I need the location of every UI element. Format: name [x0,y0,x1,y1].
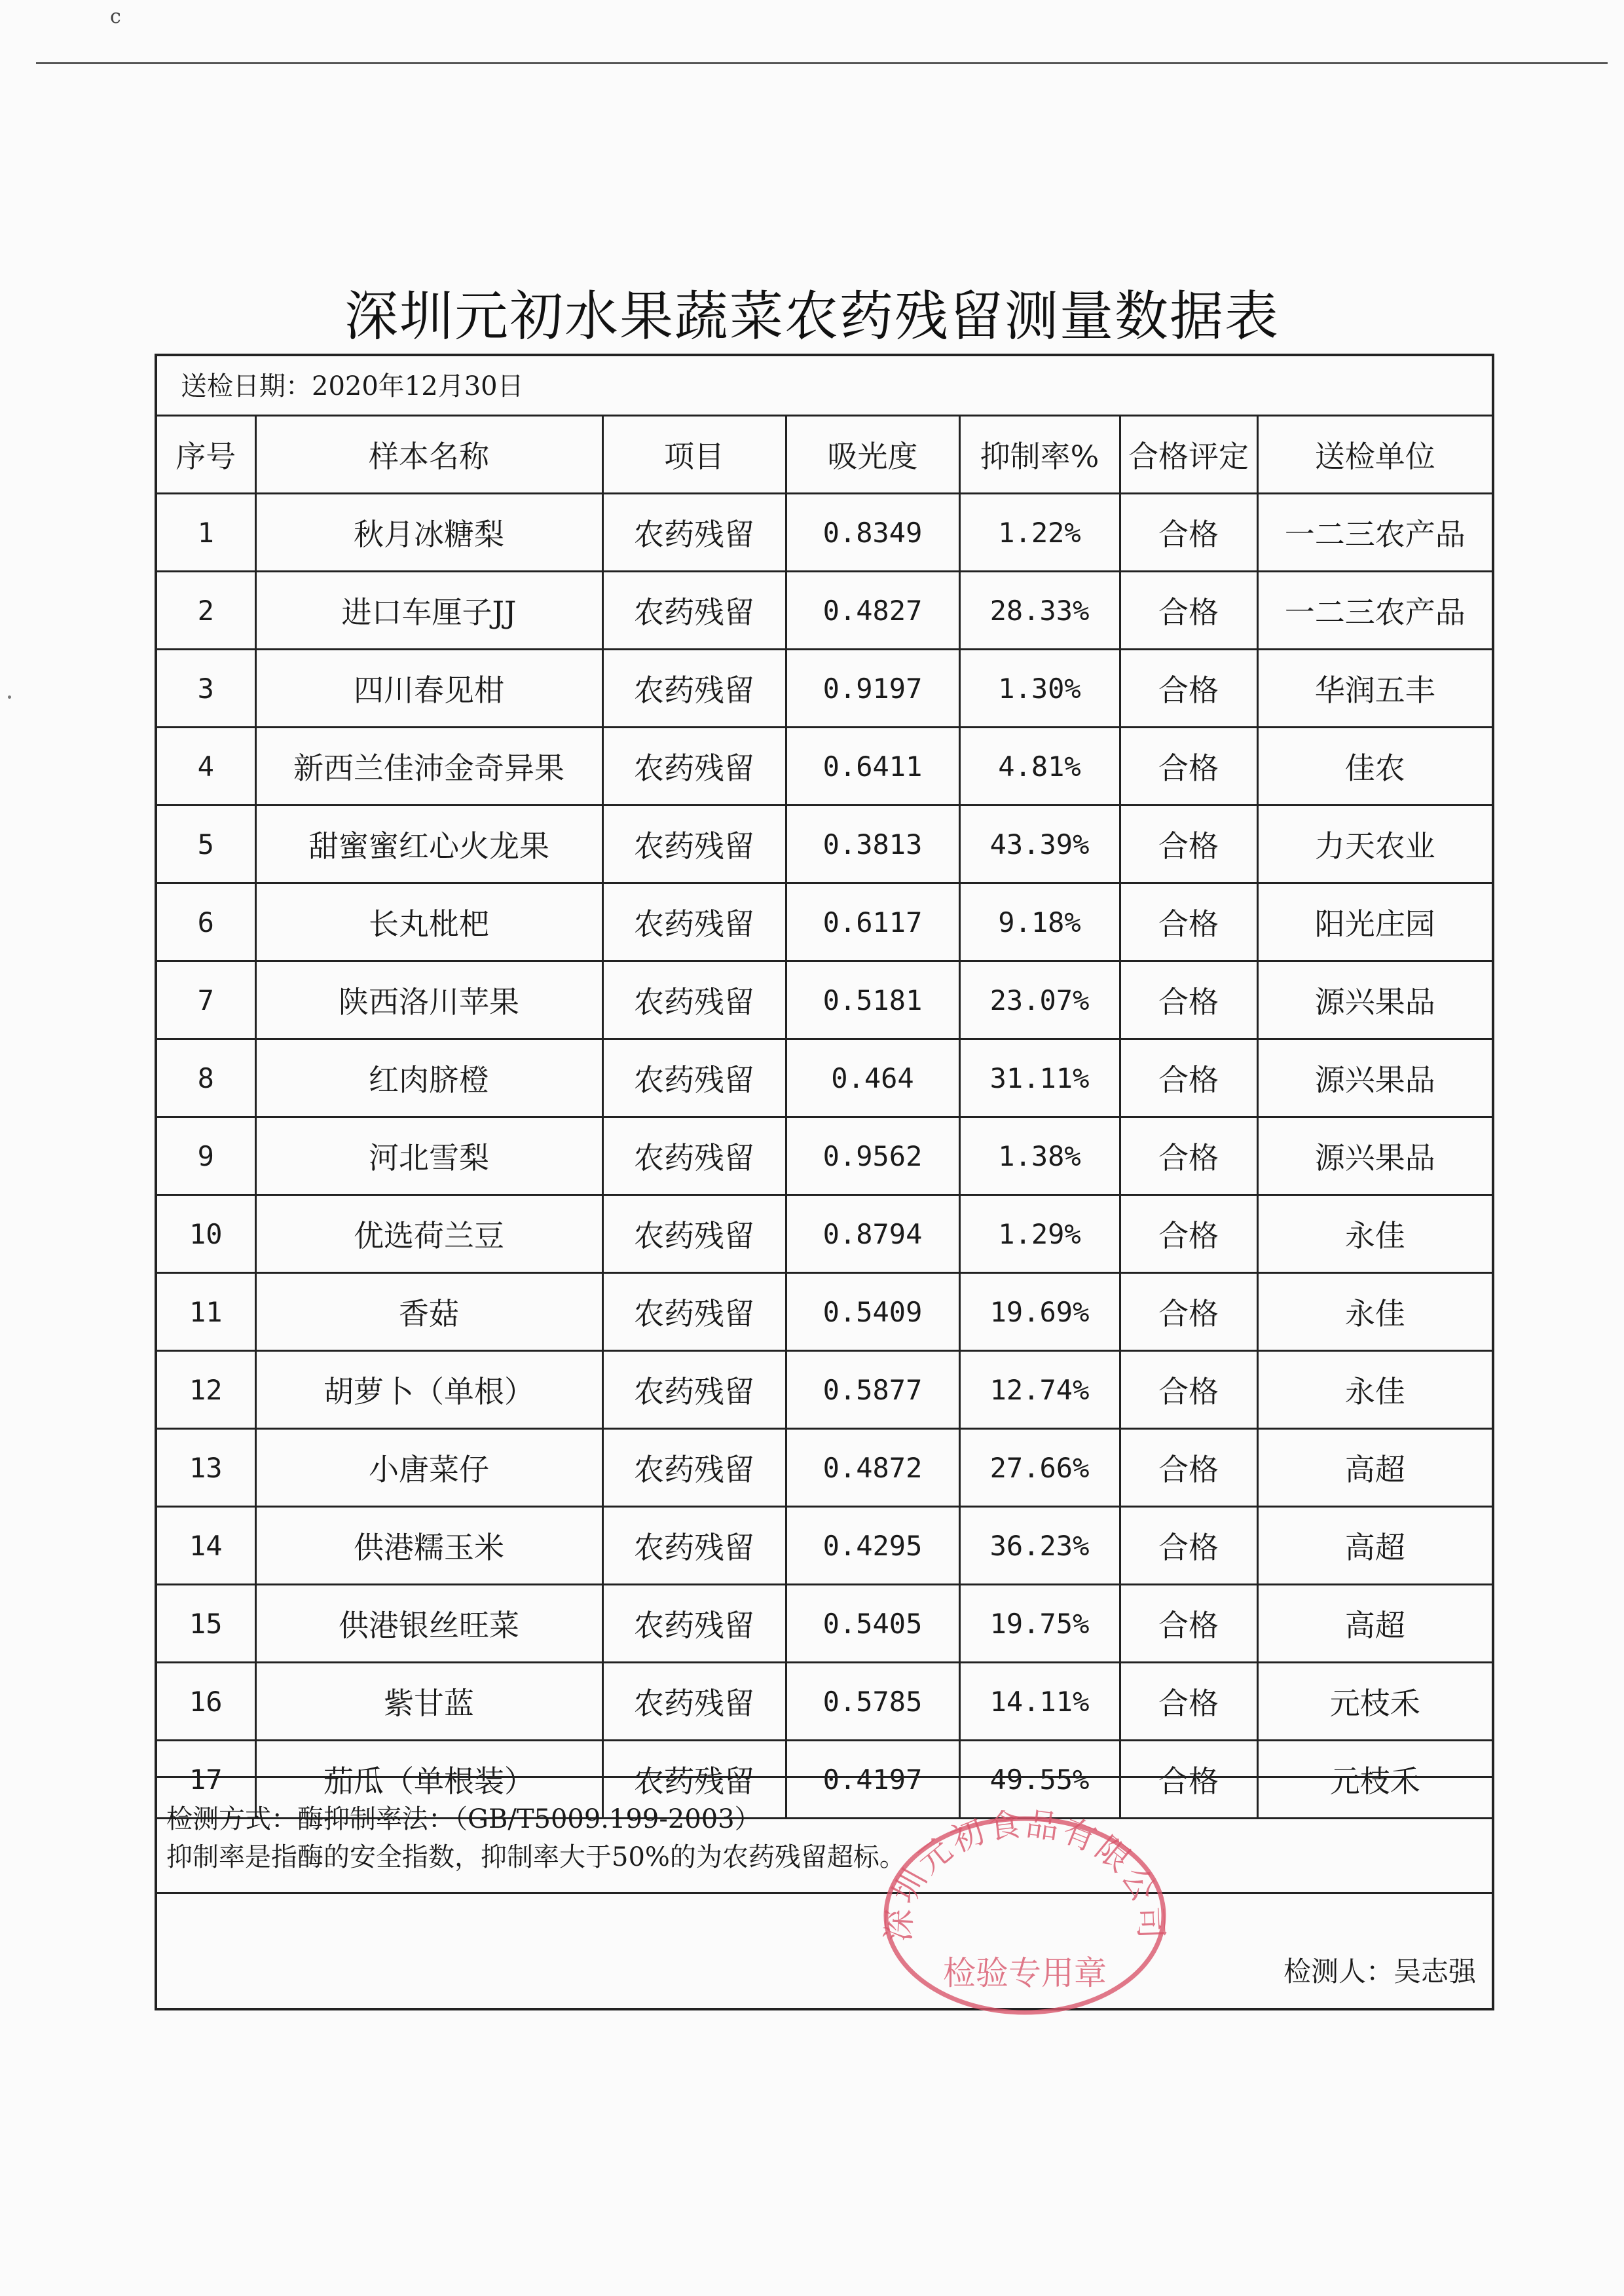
table-row [157,1351,1492,1429]
table-row [157,728,1492,805]
absorbance: 0.5877 [786,1351,959,1429]
row-index: 5 [157,805,255,883]
inhibition-rate: 14.11% [959,1663,1120,1741]
supplier: 永佳 [1257,1195,1492,1273]
sample-name: 供港糯玉米 [255,1507,602,1585]
supplier: 高超 [1257,1507,1492,1585]
inhibition-rate: 28.33% [959,572,1120,650]
supplier: 一二三农产品 [1257,494,1492,572]
seal-ring-text: 深圳元初食品有限公司 [879,1805,1171,1942]
sample-name: 茄瓜（单根装） [255,1741,602,1819]
top-rule [36,62,1608,64]
inhibition-rate: 4.81% [959,728,1120,805]
evaluation: 合格 [1120,1195,1257,1273]
header-absorbance: 吸光度 [786,417,959,494]
inhibition-rate: 31.11% [959,1039,1120,1117]
sample-name: 紫甘蓝 [255,1663,602,1741]
table-row [157,1273,1492,1351]
sample-name: 四川春见柑 [255,650,602,728]
table-row [157,572,1492,650]
absorbance: 0.8794 [786,1195,959,1273]
table-row [157,1195,1492,1273]
row-index: 15 [157,1585,255,1663]
sample-name: 优选荷兰豆 [255,1195,602,1273]
row-index: 6 [157,883,255,961]
row-index: 14 [157,1507,255,1585]
absorbance: 0.4295 [786,1507,959,1585]
evaluation: 合格 [1120,494,1257,572]
header-supplier: 送检单位 [1257,417,1492,494]
inhibition-rate: 23.07% [959,961,1120,1039]
evaluation: 合格 [1120,650,1257,728]
absorbance: 0.4197 [786,1741,959,1819]
inhibition-rate: 27.66% [959,1429,1120,1507]
sample-name: 红肉脐橙 [255,1039,602,1117]
inhibition-rate: 9.18% [959,883,1120,961]
sample-name: 供港银丝旺菜 [255,1585,602,1663]
row-index: 7 [157,961,255,1039]
evaluation: 合格 [1120,728,1257,805]
row-index: 10 [157,1195,255,1273]
sample-name: 新西兰佳沛金奇异果 [255,728,602,805]
sample-name: 河北雪梨 [255,1117,602,1195]
sample-name: 小唐菜仔 [255,1429,602,1507]
table-row [157,805,1492,883]
evaluation: 合格 [1120,1273,1257,1351]
header-index: 序号 [157,417,255,494]
test-item: 农药残留 [602,728,786,805]
absorbance: 0.5181 [786,961,959,1039]
evaluation: 合格 [1120,961,1257,1039]
supplier: 佳农 [1257,728,1492,805]
evaluation: 合格 [1120,1507,1257,1585]
sample-name: 长丸枇杷 [255,883,602,961]
absorbance: 0.464 [786,1039,959,1117]
inhibition-rate: 49.55% [959,1741,1120,1819]
row-index: 3 [157,650,255,728]
test-item: 农药残留 [602,1195,786,1273]
residue-table [157,417,1492,1819]
absorbance: 0.5409 [786,1273,959,1351]
supplier: 源兴果品 [1257,1117,1492,1195]
row-index: 17 [157,1741,255,1819]
row-index: 13 [157,1429,255,1507]
absorbance: 0.3813 [786,805,959,883]
test-item: 农药残留 [602,1429,786,1507]
test-item: 农药残留 [602,1273,786,1351]
sample-name: 进口车厘子JJ [255,572,602,650]
test-item: 农药残留 [602,1351,786,1429]
table-row [157,1585,1492,1663]
sample-name: 甜蜜蜜红心火龙果 [255,805,602,883]
supplier: 力天农业 [1257,805,1492,883]
test-item: 农药残留 [602,1117,786,1195]
test-method: 检测方式：酶抑制率法：（GB/T5009.199-2003） [166,1804,761,1834]
row-index: 4 [157,728,255,805]
table-row [157,650,1492,728]
sample-name: 香菇 [255,1273,602,1351]
absorbance: 0.5405 [786,1585,959,1663]
evaluation: 合格 [1120,805,1257,883]
test-item: 农药残留 [602,1039,786,1117]
supplier: 一二三农产品 [1257,572,1492,650]
table-row [157,1039,1492,1117]
absorbance: 0.6411 [786,728,959,805]
table-row [157,494,1492,572]
row-index: 12 [157,1351,255,1429]
header-inhibition-rate: 抑制率% [959,417,1120,494]
supplier: 高超 [1257,1585,1492,1663]
inhibition-rate: 19.75% [959,1585,1120,1663]
table-header-row [157,417,1492,494]
evaluation: 合格 [1120,1663,1257,1741]
page-title: 深圳元初水果蔬菜农药残留测量数据表 [344,286,1280,348]
inhibition-rate: 19.69% [959,1273,1120,1351]
notes-section [157,1776,1492,1894]
evaluation: 合格 [1120,1741,1257,1819]
supplier: 高超 [1257,1429,1492,1507]
test-item: 农药残留 [602,1507,786,1585]
row-index: 16 [157,1663,255,1741]
submission-date: 送检日期：2020年12月30日 [157,356,1492,417]
evaluation: 合格 [1120,1585,1257,1663]
scan-dot [8,695,11,699]
corner-mark: c [110,5,121,28]
row-index: 9 [157,1117,255,1195]
row-index: 1 [157,494,255,572]
test-item: 农药残留 [602,1741,786,1819]
absorbance: 0.4872 [786,1429,959,1507]
supplier: 源兴果品 [1257,961,1492,1039]
inhibition-rate: 12.74% [959,1351,1120,1429]
row-index: 8 [157,1039,255,1117]
row-index: 2 [157,572,255,650]
inhibition-rate: 1.30% [959,650,1120,728]
row-index: 11 [157,1273,255,1351]
test-item: 农药残留 [602,1585,786,1663]
absorbance: 0.6117 [786,883,959,961]
inhibition-rate: 1.29% [959,1195,1120,1273]
test-item: 农药残留 [602,494,786,572]
sample-name: 秋月冰糖梨 [255,494,602,572]
absorbance: 0.5785 [786,1663,959,1741]
table-row [157,1663,1492,1741]
header-sample-name: 样本名称 [255,417,602,494]
absorbance: 0.8349 [786,494,959,572]
evaluation: 合格 [1120,1429,1257,1507]
header-evaluation: 合格评定 [1120,417,1257,494]
test-item: 农药残留 [602,883,786,961]
inhibition-rate: 1.22% [959,494,1120,572]
inhibition-rate: 43.39% [959,805,1120,883]
supplier: 元枝禾 [1257,1741,1492,1819]
inspector-signature: 检测人：吴志强 [1283,1955,1476,1988]
seal-bottom-text: 检验专用章 [943,1954,1107,1992]
table-row [157,883,1492,961]
supplier: 永佳 [1257,1273,1492,1351]
absorbance: 0.9197 [786,650,959,728]
test-item: 农药残留 [602,572,786,650]
test-item: 农药残留 [602,805,786,883]
header-item: 项目 [602,417,786,494]
absorbance: 0.4827 [786,572,959,650]
rate-explanation: 抑制率是指酶的安全指数，抑制率大于50%的为农药残留超标。 [166,1842,906,1872]
supplier: 阳光庄园 [1257,883,1492,961]
evaluation: 合格 [1120,1117,1257,1195]
table-row [157,1507,1492,1585]
supplier: 元枝禾 [1257,1663,1492,1741]
evaluation: 合格 [1120,1351,1257,1429]
test-item: 农药残留 [602,650,786,728]
sample-name: 胡萝卜（单根） [255,1351,602,1429]
absorbance: 0.9562 [786,1117,959,1195]
supplier: 华润五丰 [1257,650,1492,728]
evaluation: 合格 [1120,1039,1257,1117]
svg-text:深圳元初食品有限公司 [879,1805,1170,1942]
supplier: 源兴果品 [1257,1039,1492,1117]
inhibition-rate: 1.38% [959,1117,1120,1195]
table-row [157,1429,1492,1507]
table-row [157,1117,1492,1195]
test-item: 农药残留 [602,1663,786,1741]
evaluation: 合格 [1120,883,1257,961]
supplier: 永佳 [1257,1351,1492,1429]
data-sheet [155,354,1494,2010]
evaluation: 合格 [1120,572,1257,650]
sample-name: 陕西洛川苹果 [255,961,602,1039]
inhibition-rate: 36.23% [959,1507,1120,1585]
test-item: 农药残留 [602,961,786,1039]
table-row [157,961,1492,1039]
inspection-seal [871,1794,1179,2017]
